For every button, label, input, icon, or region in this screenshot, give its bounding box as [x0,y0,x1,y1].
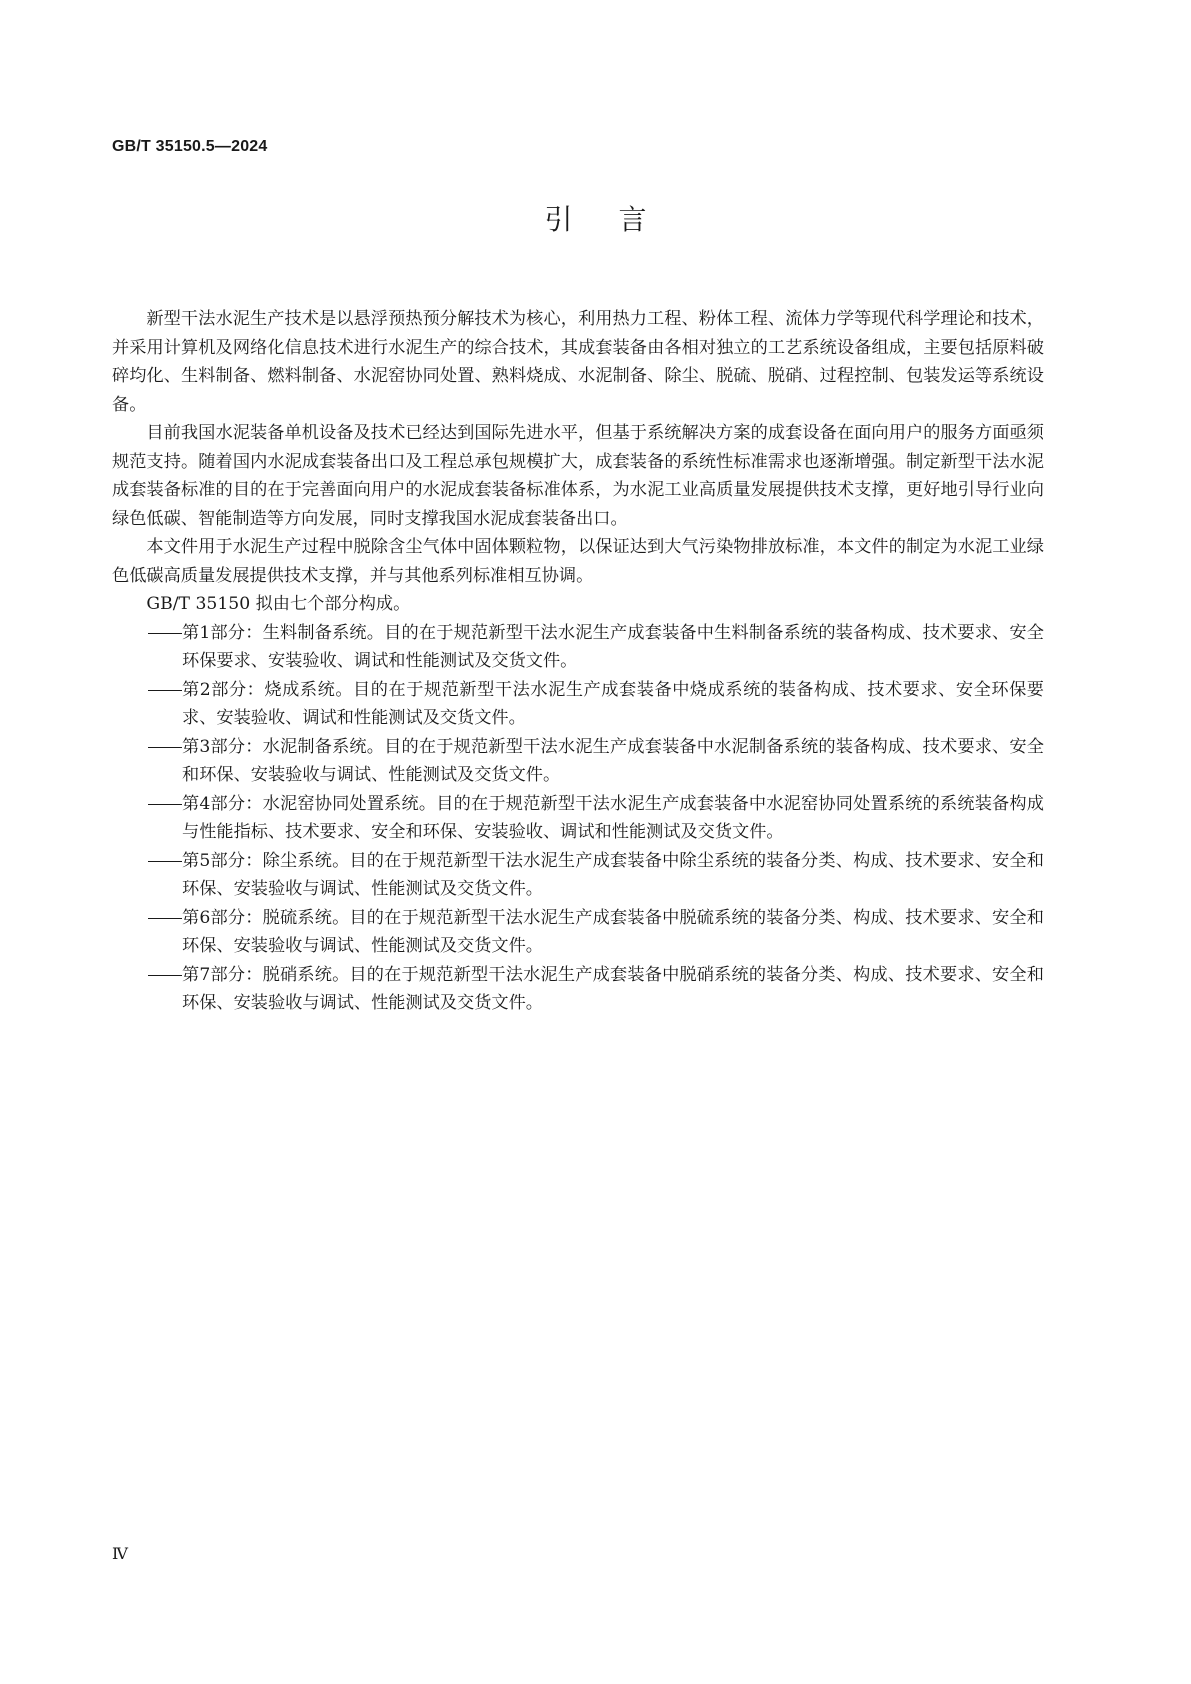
list-item [112,847,1044,904]
list-item [112,961,1044,1018]
list-item [112,676,1044,733]
list-item-text: 第4部分：水泥窑协同处置系统。目的在于规范新型干法水泥生产成套装备中水泥窑协同处置系统的系统装备构成与性能指标、技术要求、安全和环保、安装验收、调试和性能测试及交货文件。 [182,793,1044,842]
paragraph-4: GB/T 35150 拟由七个部分构成。 [146,594,411,614]
list-item-text: 第2部分：烧成系统。目的在于规范新型干法水泥生产成套装备中烧成系统的装备构成、技术要求、安全环保要求、安装验收、调试和性能测试及交货文件。 [182,679,1044,728]
list-item-text: 第1部分：生料制备系统。目的在于规范新型干法水泥生产成套装备中生料制备系统的装备构成、技术要求、安全环保要求、安装验收、调试和性能测试及交货文件。 [182,622,1044,671]
list-item [112,733,1044,790]
list-item [112,619,1044,676]
list-item [112,790,1044,847]
list-item-text: 第7部分：脱硝系统。目的在于规范新型干法水泥生产成套装备中脱硝系统的装备分类、构成、技术要求、安全和环保、安装验收与调试、性能测试及交货文件。 [182,964,1044,1013]
page-number: Ⅳ [112,1544,128,1563]
parts-list [112,619,1044,1018]
list-item-text: 第5部分：除尘系统。目的在于规范新型干法水泥生产成套装备中除尘系统的装备分类、构成、技术要求、安全和环保、安装验收与调试、性能测试及交货文件。 [182,850,1044,899]
paragraph-2: 目前我国水泥装备单机设备及技术已经达到国际先进水平，但基于系统解决方案的成套设备在面向用户的服务方面亟须规范支持。随着国内水泥成套装备出口及工程总承包规模扩大，成套装备的系统性标准需求也逐渐增强。制定新型干法水泥成套装备标准的目的在于完善面向用户的水泥成套装备标准体系，为水泥工业高质量发展提供技术支撑，更好地引导行业向绿色低碳、智能制造等方向发展，同时支撑我国水泥成套装备出口。 [112,423,1044,529]
paragraph-1: 新型干法水泥生产技术是以悬浮预热预分解技术为核心，利用热力工程、粉体工程、流体力学等现代科学理论和技术，并采用计算机及网络化信息技术进行水泥生产的综合技术，其成套装备由各相对独立的工艺系统设备组成，主要包括原料破碎均化、生料制备、燃料制备、水泥窑协同处置、熟料烧成、水泥制备、除尘、脱硫、脱硝、过程控制、包装发运等系统设备。 [112,309,1044,415]
page-title: 引言 [544,203,693,236]
standard-code: GB/T 35150.5—2024 [112,138,268,155]
document-body [112,305,1044,1018]
list-item [112,904,1044,961]
list-item-text: 第3部分：水泥制备系统。目的在于规范新型干法水泥生产成套装备中水泥制备系统的装备构成、技术要求、安全和环保、安装验收与调试、性能测试及交货文件。 [182,736,1044,785]
paragraph-3: 本文件用于水泥生产过程中脱除含尘气体中固体颗粒物，以保证达到大气污染物排放标准，本文件的制定为水泥工业绿色低碳高质量发展提供技术支撑，并与其他系列标准相互协调。 [112,537,1044,586]
list-item-text: 第6部分：脱硫系统。目的在于规范新型干法水泥生产成套装备中脱硫系统的装备分类、构成、技术要求、安全和环保、安装验收与调试、性能测试及交货文件。 [182,907,1044,956]
